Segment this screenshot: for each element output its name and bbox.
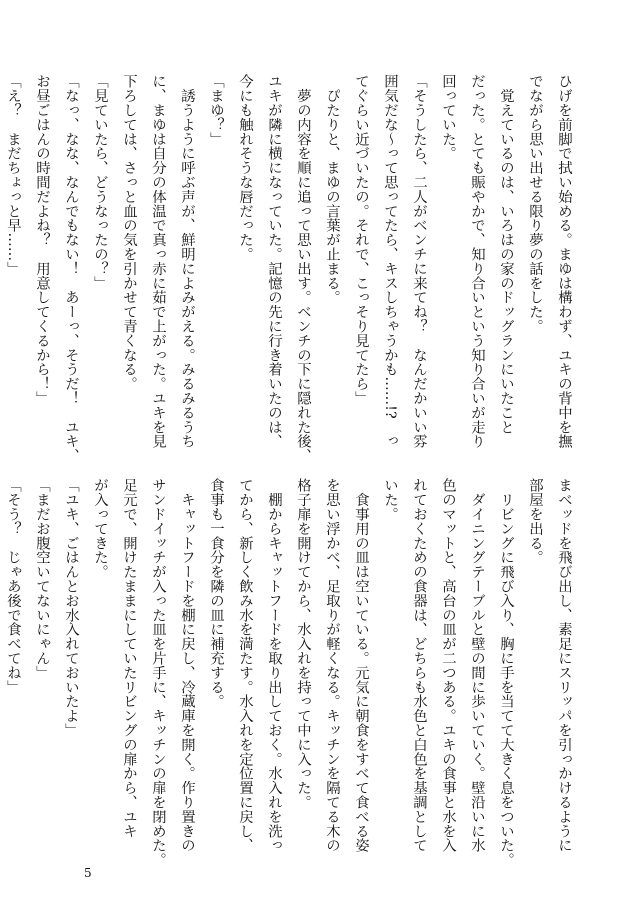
text-line: が入ってきた。 xyxy=(92,478,108,579)
text-line: いた。 xyxy=(382,478,398,522)
text-line: 囲気だな～って思ってたら、キスしちゃうかも……!? っ xyxy=(382,74,398,448)
text-line: お昼ごはんの時間だよね？ 用意してくるから！」 xyxy=(34,74,50,406)
text-line: 夢の内容を順に追って思い出す。ベンチの下に隠れた後、 xyxy=(295,74,311,463)
text-line: だった。とても賑やかで、知り合いという知り合いが走り xyxy=(469,74,485,449)
text-line: に、まゆは自分の体温で真っ赤に茹で上がった。ユキを見 xyxy=(150,74,166,449)
text-line: サンドイッチが入った皿を片手に、キッチンの扉を閉めた。 xyxy=(150,478,166,867)
text-line: 部屋を出る。 xyxy=(527,478,543,565)
text-line: 今にも触れそうな唇だった。 xyxy=(237,74,253,262)
text-line: ぴたりと、まゆの言葉が止まる。 xyxy=(324,74,340,305)
text-line: 「見ていたら、どうなったの？」 xyxy=(92,74,108,290)
text-line: まベッドを飛び出し、素足にスリッパを引っかけるように xyxy=(556,478,572,853)
text-line: 「そうしたら、二人がベンチに来てね？ なんだかいい雰 xyxy=(411,74,427,449)
text-block-bottom xyxy=(5,478,578,867)
text-line: 食事用の皿は空いている。元気に朝食をすべて食べる姿 xyxy=(353,478,369,853)
text-line: でながら思い出せる限り夢の話をした。 xyxy=(527,74,543,334)
text-line: 「まゆ？」 xyxy=(208,74,224,146)
text-line: てぐらい近づいたの。それで、こっそり見てたら」 xyxy=(353,74,369,406)
text-line: 棚からキャットフードを取り出しておく。水入れを洗っ xyxy=(266,478,282,853)
text-line: 回っていた。 xyxy=(440,74,456,161)
page-number: 5 xyxy=(84,866,92,880)
text-line: 色のマットと、高台の皿が二つある。ユキの食事と水を入 xyxy=(440,478,456,853)
text-line: ひげを前脚で拭い始める。まゆは構わず、ユキの背中を撫 xyxy=(556,74,572,449)
text-line: 「ユキ、ごはんとお水入れておいたよ」 xyxy=(63,478,79,738)
text-line: 足元で、開けたままにしていたリビングの扉から、ユキ xyxy=(121,478,137,838)
text-line: キャットフードを棚に戻し、冷蔵庫を開く。作り置きの xyxy=(179,478,195,853)
text-line: 下ろしては、さっと血の気を引かせて青くなる。 xyxy=(121,74,137,391)
text-line: ダイニングテーブルと壁の間に歩いていく。壁沿いに水 xyxy=(469,478,485,853)
text-line: れておくための食器は、どちらも水色と白色を基調として xyxy=(411,478,427,853)
text-line: リビングに飛び入り、胸に手を当てて大きく息をついた。 xyxy=(498,478,514,867)
text-line: を思い浮かべ、足取りが軽くなる。キッチンを隔てる木の xyxy=(324,478,340,853)
text-line: 「そう？ じゃあ後で食べてね」 xyxy=(5,478,21,694)
text-line: 食事も一食分を隣の皿に補充する。 xyxy=(208,478,224,709)
text-block-top xyxy=(5,74,578,463)
text-line: 誘うように呼ぶ声が、鮮明によみがえる。みるみるうち xyxy=(179,74,195,449)
text-line: 格子扉を開けてから、水入れを持って中に入った。 xyxy=(295,478,311,810)
text-line: ユキが隣に横になっていた。記憶の先に行き着いたのは、 xyxy=(266,74,282,449)
text-line: てから、新しく飲み水を満たす。水入れを定位置に戻し、 xyxy=(237,478,253,853)
text-line: 覚えているのは、いろはの家のドッグランにいたこと xyxy=(498,74,514,434)
text-line: 「まだお腹空いてないにゃん」 xyxy=(34,478,50,680)
text-line: 「なっ、なな、なんでもない！ あーっ、そうだ！ ユキ、 xyxy=(63,74,79,463)
text-line: 「え？ まだちょっと早……」 xyxy=(5,74,21,276)
